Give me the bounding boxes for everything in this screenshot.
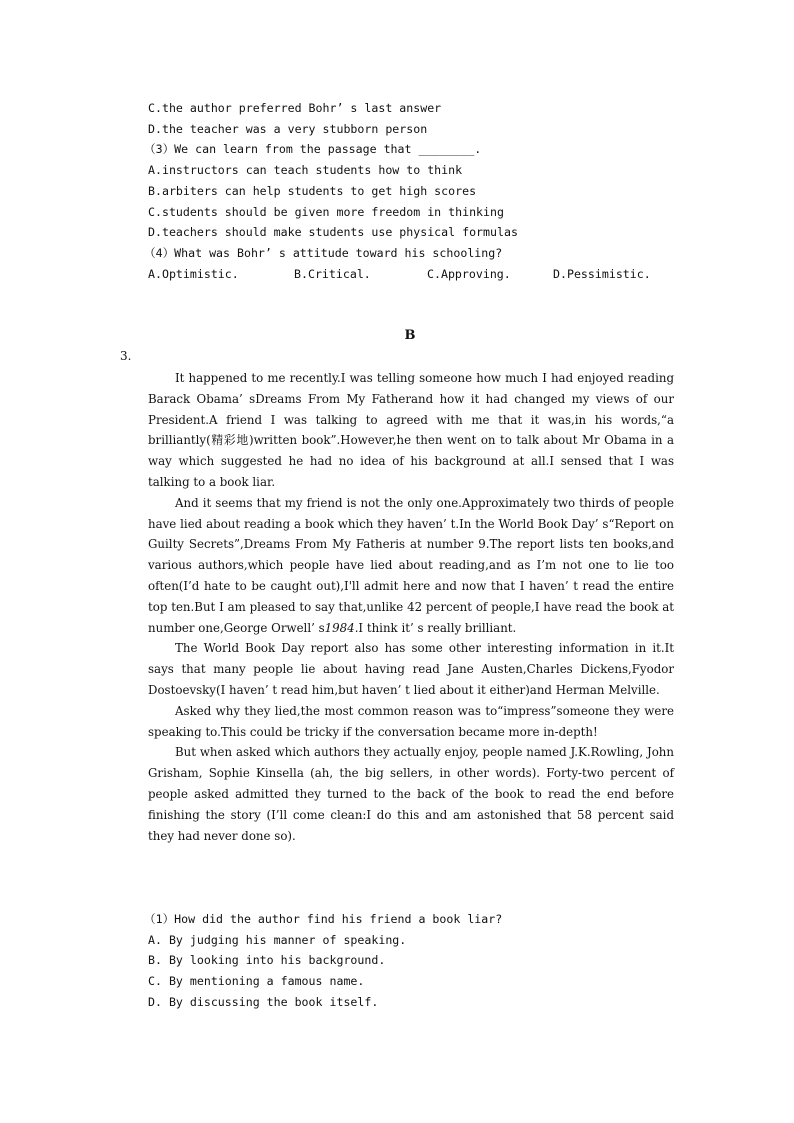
q4-option-b: B.Critical.: [294, 267, 371, 281]
q3-option-b: B.arbiters can help students to get high scores: [148, 184, 477, 198]
q2-option-d: D.the teacher was a very stubborn person: [148, 122, 428, 136]
q1-option-d: D. By discussing the book itself.: [148, 995, 379, 1009]
q3-option-c: C.students should be given more freedom in thinking: [148, 205, 504, 219]
q4-stem: （4）What was Bohr’ s attitude toward his schooling?: [144, 246, 503, 260]
q1-option-a: A. By judging his manner of speaking.: [148, 933, 407, 947]
q1-option-b: B. By looking into his background.: [148, 953, 386, 967]
section-heading: B: [404, 328, 416, 343]
passage-paragraph-3: The World Book Day report also has some other interesting information in it.It says that many people lie about having read Jane Austen,Charles Dickens,Fyodor Dostoevsky(I haven’ t read him,but haven’ t lied about it either)and Herman Melville.: [148, 641, 674, 697]
q3-option-d: D.teachers should make students use physical formulas: [148, 225, 518, 239]
passage-paragraph-4: Asked why they lied,the most common reason was to“impress”someone they were speaking to.This could be tricky if the conversation became more in-depth!: [148, 703, 674, 739]
q3-option-a: A.instructors can teach students how to think: [148, 163, 463, 177]
q1-stem: （1）How did the author find his friend a book liar?: [144, 912, 503, 926]
question-number: 3.: [120, 349, 132, 363]
q4-option-d: D.Pessimistic.: [553, 267, 651, 281]
reading-passage: [148, 368, 674, 846]
passage-paragraph-1: It happened to me recently.I was telling someone how much I had enjoyed reading Barack Obama’ sDreams From My Fatherand how it had changed my views of our President.A friend I was talking to agreed with me that it was,in his words,“a brilliantly(精彩地)written book”.However,he then went on to talk about Mr Obama in a way which suggested he had no idea of his background at all.I sensed that I was talking to a book liar.: [148, 371, 674, 489]
passage-paragraph-5: But when asked which authors they actually enjoy, people named J.K.Rowling, John Grisham, Sophie Kinsella (ah, the big sellers, in other words). Forty-two percent of people asked admitted they turned to the back of the book to read the end before finishing the story (I’ll come clean:I do this and am astonished that 58 percent said they had never done so).: [148, 745, 674, 843]
passage-paragraph-2: And it seems that my friend is not the only one.Approximately two thirds of people have lied about reading a book which they haven’ t.In the World Book Day’ s“Report on Guilty Secrets”,Dreams From My Fatheris at number 9.The report lists ten books,and various authors,which people have lied about reading,and as I’m not one to lie too often(I’d hate to be caught out),I'll admit here and now that I haven’ t read the entire top ten.But I am pleased to say that,unlike 42 percent of people,I have read the book at number one,George Orwell’ s1984.I think it’ s really brilliant.: [148, 495, 674, 635]
q4-option-a: A.Optimistic.: [148, 267, 239, 281]
q4-option-c: C.Approving.: [427, 267, 511, 281]
q3-stem: （3）We can learn from the passage that ________.: [144, 142, 482, 156]
q2-option-c: C.the author preferred Bohr’ s last answer: [148, 101, 442, 115]
q1-option-c: C. By mentioning a famous name.: [148, 974, 365, 988]
